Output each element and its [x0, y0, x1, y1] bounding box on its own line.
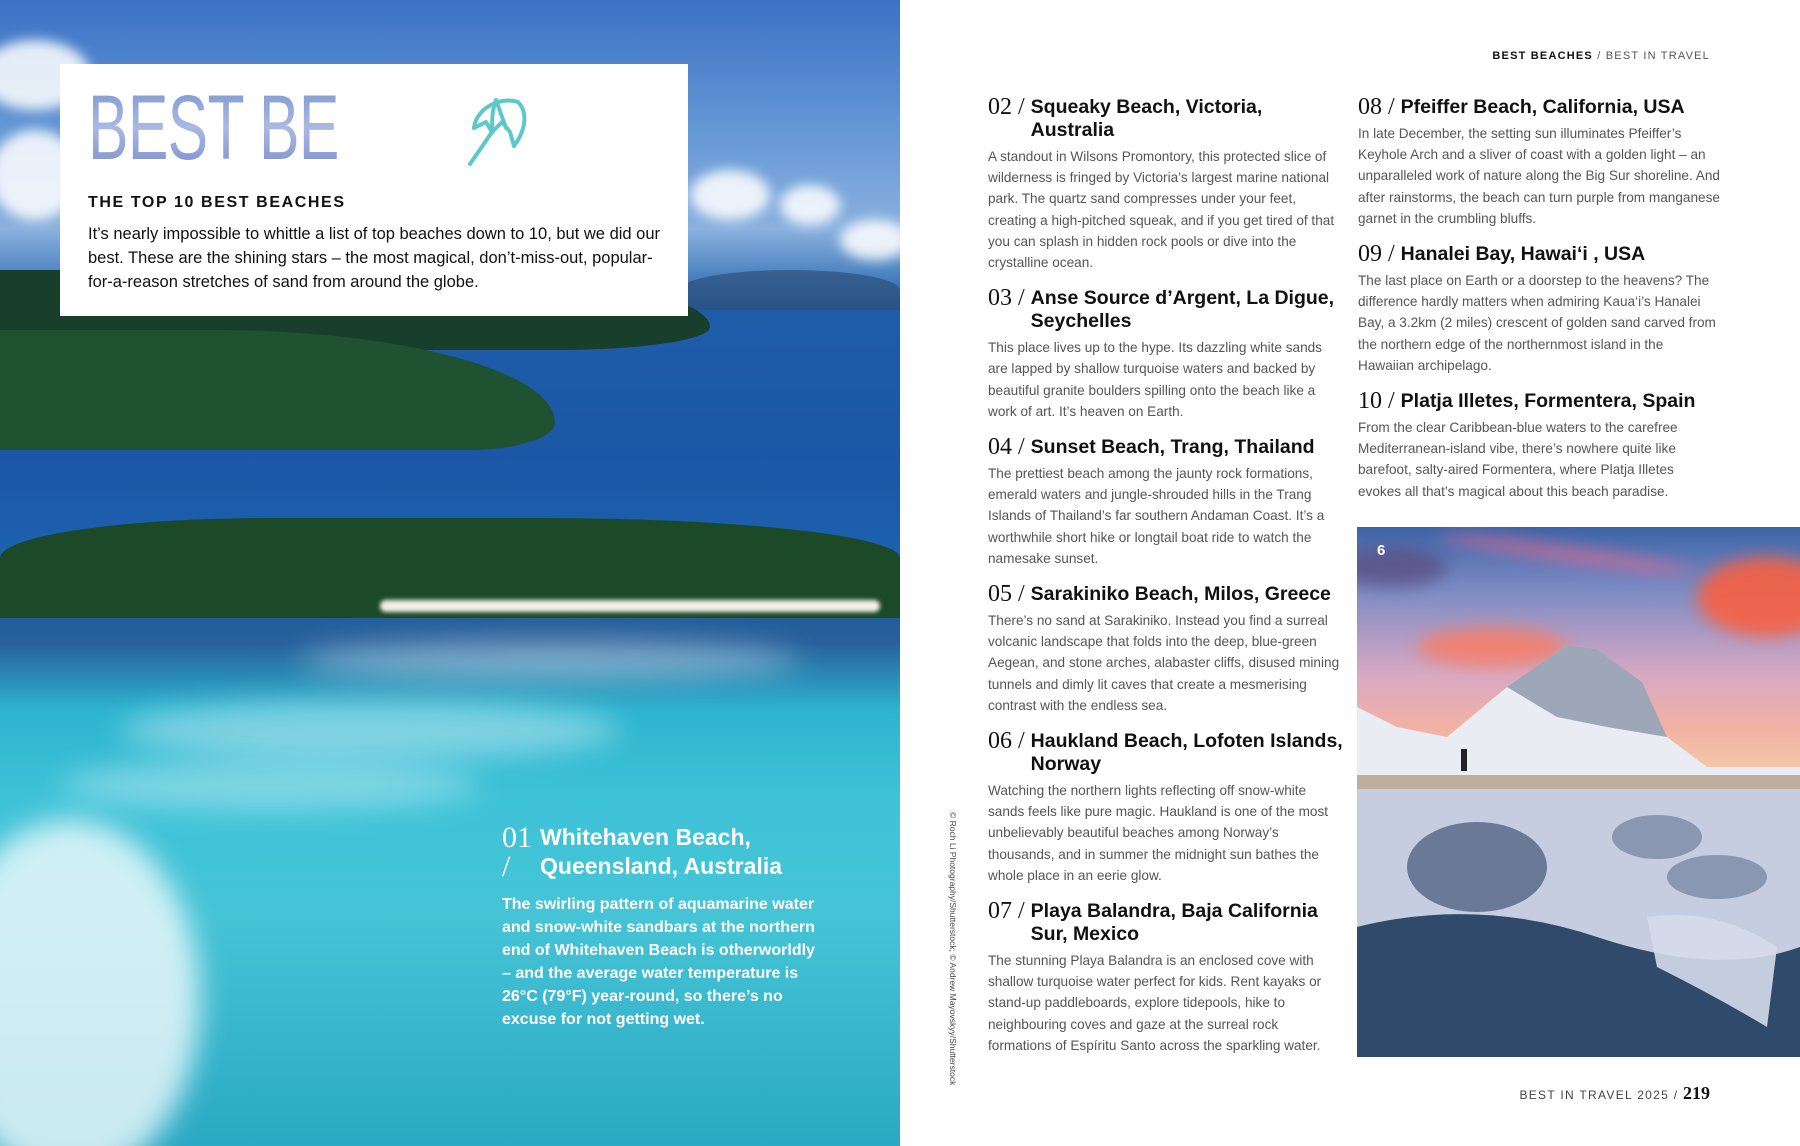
beach-shoreline — [380, 600, 880, 612]
entry-body: This place lives up to the hype. Its dazzling white sands are lapped by shallow turquoise waters and backed by beautiful granite boulders spilling onto the beach like a work of art. It’s heaven on Earth. — [988, 340, 1322, 419]
haukland-beach-photo — [1357, 527, 1800, 1057]
subtitle: THE TOP 10 BEST BEACHES — [88, 194, 346, 211]
entry-body: The last place on Earth or a doorstep to the heavens? The difference hardly matters when admiring Kaua‘i’s Hanalei Bay, a 3.2km (2 miles) crescent of golden sand carved from the northern edge of the northernmost island in the Hawaiian archipelago. — [1358, 273, 1716, 373]
entry-body: The prettiest beach among the jaunty rock formations, emerald waters and jungle-shrouded hills in the Trang Islands of Thailand’s far southern Andaman Coast. It’s a worthwhile short hike or longtail boat ride to watch the namesake sunset. — [988, 466, 1325, 566]
list-item: 09 / Hanalei Bay, Hawai‘i , USA The last place on Earth or a doorstep to the heavens? The difference hardly matters when admiring Kaua‘i’s Hanalei Bay, a 3.2km (2 miles) crescent of golden sand carved from the northern edge of the northernmost island in the Hawaiian archipelago. — [1358, 243, 1720, 376]
page-folio: BEST IN TRAVEL 2025 / 219 — [1519, 1083, 1710, 1103]
list-item: 04 / Sunset Beach, Trang, Thailand The prettiest beach among the jaunty rock formations, emerald waters and jungle-shrouded hills in the Trang Islands of Thailand’s far southern Andaman Coast. It’s a worthwhile short hike or longtail boat ride to watch the namesake sunset. — [988, 436, 1343, 569]
entry-title: Sarakiniko Beach, Milos, Greece — [1030, 583, 1331, 606]
feature-caption — [502, 823, 822, 1031]
entry-number: 01 / — [502, 821, 532, 883]
photo-number-label: 6 — [1377, 542, 1386, 559]
cloud — [840, 220, 900, 260]
entry-body: From the clear Caribbean-blue waters to the carefree Mediterranean-island vibe, there’s nowhere quite like barefoot, salty-aired Formentera, where Platja Illetes evokes all that’s magical about this beach paradise. — [1358, 420, 1678, 499]
cloud — [780, 185, 840, 225]
entry-body: The swirling pattern of aquamarine water and snow-white sandbars at the northern end of Whitehaven Beach is otherworldly – and the average water temperature is 26°C (79°F) year-round, so there’s no excuse for not getting wet. — [502, 896, 815, 1028]
intro-paragraph: It’s nearly impossible to whittle a list of top beaches down to 10, but we did our best. These are the shining stars – the most magical, don’t-miss-out, popular-for-a-reason stretches of sand from around the globe. — [88, 225, 661, 291]
entry-body: In late December, the setting sun illuminates Pfeiffer’s Keyhole Arch and a sliver of coast with a golden light – an unparalleled work of nature along the Big Sur shoreline. And after rainstorms, the beach can turn purple from manganese garnet in the crumbling bluffs. — [1358, 126, 1720, 226]
column-left — [988, 96, 1343, 1070]
entry-title: Whitehaven Beach, Queensland, Australia — [540, 824, 782, 879]
sandbar — [120, 700, 620, 760]
entry-title: Pfeiffer Beach, California, USA — [1400, 96, 1685, 118]
entry-body: There’s no sand at Sarakiniko. Instead you find a surreal volcanic landscape that folds into the deep, blue-green Aegean, and stone arches, alabaster cliffs, disused mining tunnels and dimly lit caves that create a mesmerising contrast with the endless sea. — [988, 613, 1340, 713]
list-item: 10 / Platja Illetes, Formentera, Spain From the clear Caribbean-blue waters to the carefree Mediterranean-island vibe, there’s nowhere quite like barefoot, salty-aired Formentera, where Platja Illetes evokes all that’s magical about this beach paradise. — [1358, 390, 1720, 502]
entry-title: Anse Source d’Argent, La Digue, Seychelles — [1030, 287, 1335, 333]
entry-title: Hanalei Bay, Hawai‘i , USA — [1400, 243, 1646, 266]
entry-title: Squeaky Beach, Victoria, Australia — [1030, 96, 1263, 141]
page-number: 219 — [1683, 1083, 1710, 1103]
page-title: BEST BEACHES — [88, 77, 545, 179]
entry-title: Platja Illetes, Formentera, Spain — [1400, 390, 1696, 413]
sandbar — [300, 640, 800, 680]
entry-body: A standout in Wilsons Promontory, this protected slice of wilderness is fringed by Victoria’s largest marine national park. The quartz sand compresses under your feet, creating a high-pitched squeak, and if you get tired of that you can splash in hidden rock pools or dive into the crystalline ocean. — [988, 149, 1335, 271]
mountain-illustration — [1357, 527, 1800, 1057]
list-item: 02 / Squeaky Beach, Victoria, Australia A standout in Wilsons Promontory, this protected slice of wilderness is fringed by Victoria’s largest marine national park. The quartz sand compresses under your feet, creating a high-pitched squeak, and if you get tired of that you can splash in hidden rock pools or dive into the crystalline ocean. — [988, 96, 1343, 273]
running-head: BEST BEACHES / BEST IN TRAVEL — [1492, 50, 1710, 62]
entry-title: Sunset Beach, Trang, Thailand — [1030, 436, 1315, 459]
entry-title: Playa Balandra, Baja California Sur, Mexico — [1030, 900, 1318, 946]
list-item: 03 / Anse Source d’Argent, La Digue, Seychelles This place lives up to the hype. Its dazzling white sands are lapped by shallow turquoise waters and backed by beautiful granite boulders spilling onto the beach like a work of art. It’s heaven on Earth. — [988, 287, 1343, 422]
entry-body: The stunning Playa Balandra is an enclosed cove with shallow turquoise water perfect for kids. Rent kayaks or stand-up paddleboards, explore tidepools, hike to neighbouring coves and gaze at the surreal rock formations of Espíritu Santo across the sparkling water. — [988, 953, 1322, 1053]
list-item: 08 / Pfeiffer Beach, California, USA In late December, the setting sun illuminates Pfeiffer’s Keyhole Arch and a sliver of coast with a golden light – an unparalleled work of nature along the Big Sur shoreline. And after rainstorms, the beach can turn purple from manganese garnet in the crumbling bluffs. — [1358, 96, 1720, 229]
entry-body: Watching the northern lights reflecting off snow-white sands feels like pure magic. Haukland is one of the most unbelievably beautiful beaches among Norway’s thousands, and in summer the midnight sun bathes the whole place in an eerie glow. — [988, 783, 1329, 883]
list-item: 06 / Haukland Beach, Lofoten Islands, Norway Watching the northern lights reflecting off snow-white sands feels like pure magic. Haukland is one of the most unbelievably beautiful beaches among Norway’s thousands, and in summer the midnight sun bathes the whole place in an eerie glow. — [988, 730, 1343, 886]
title-card — [60, 64, 688, 316]
photo-credit: © Roch Li Photography/Shutterstock; © Andrew Mayovskyy/Shutterstock — [948, 812, 958, 1086]
sandbar — [0, 820, 200, 1146]
column-right — [1358, 96, 1720, 516]
sandbar — [60, 760, 480, 810]
list-item: 05 / Sarakiniko Beach, Milos, Greece There’s no sand at Sarakiniko. Instead you find a surreal volcanic landscape that folds into the deep, blue-green Aegean, and stone arches, alabaster cliffs, disused mining tunnels and dimly lit caves that create a mesmerising contrast with the endless sea. — [988, 583, 1343, 716]
cloud — [690, 170, 770, 220]
entry-title: Haukland Beach, Lofoten Islands, Norway — [1030, 730, 1343, 776]
list-item: 07 / Playa Balandra, Baja California Sur, Mexico The stunning Playa Balandra is an enclosed cove with shallow turquoise water perfect for kids. Rent kayaks or stand-up paddleboards, explore tidepools, hike to neighbouring coves and gaze at the surreal rock formations of Espíritu Santo across the sparkling water. — [988, 900, 1343, 1056]
distant-hills — [680, 270, 900, 310]
